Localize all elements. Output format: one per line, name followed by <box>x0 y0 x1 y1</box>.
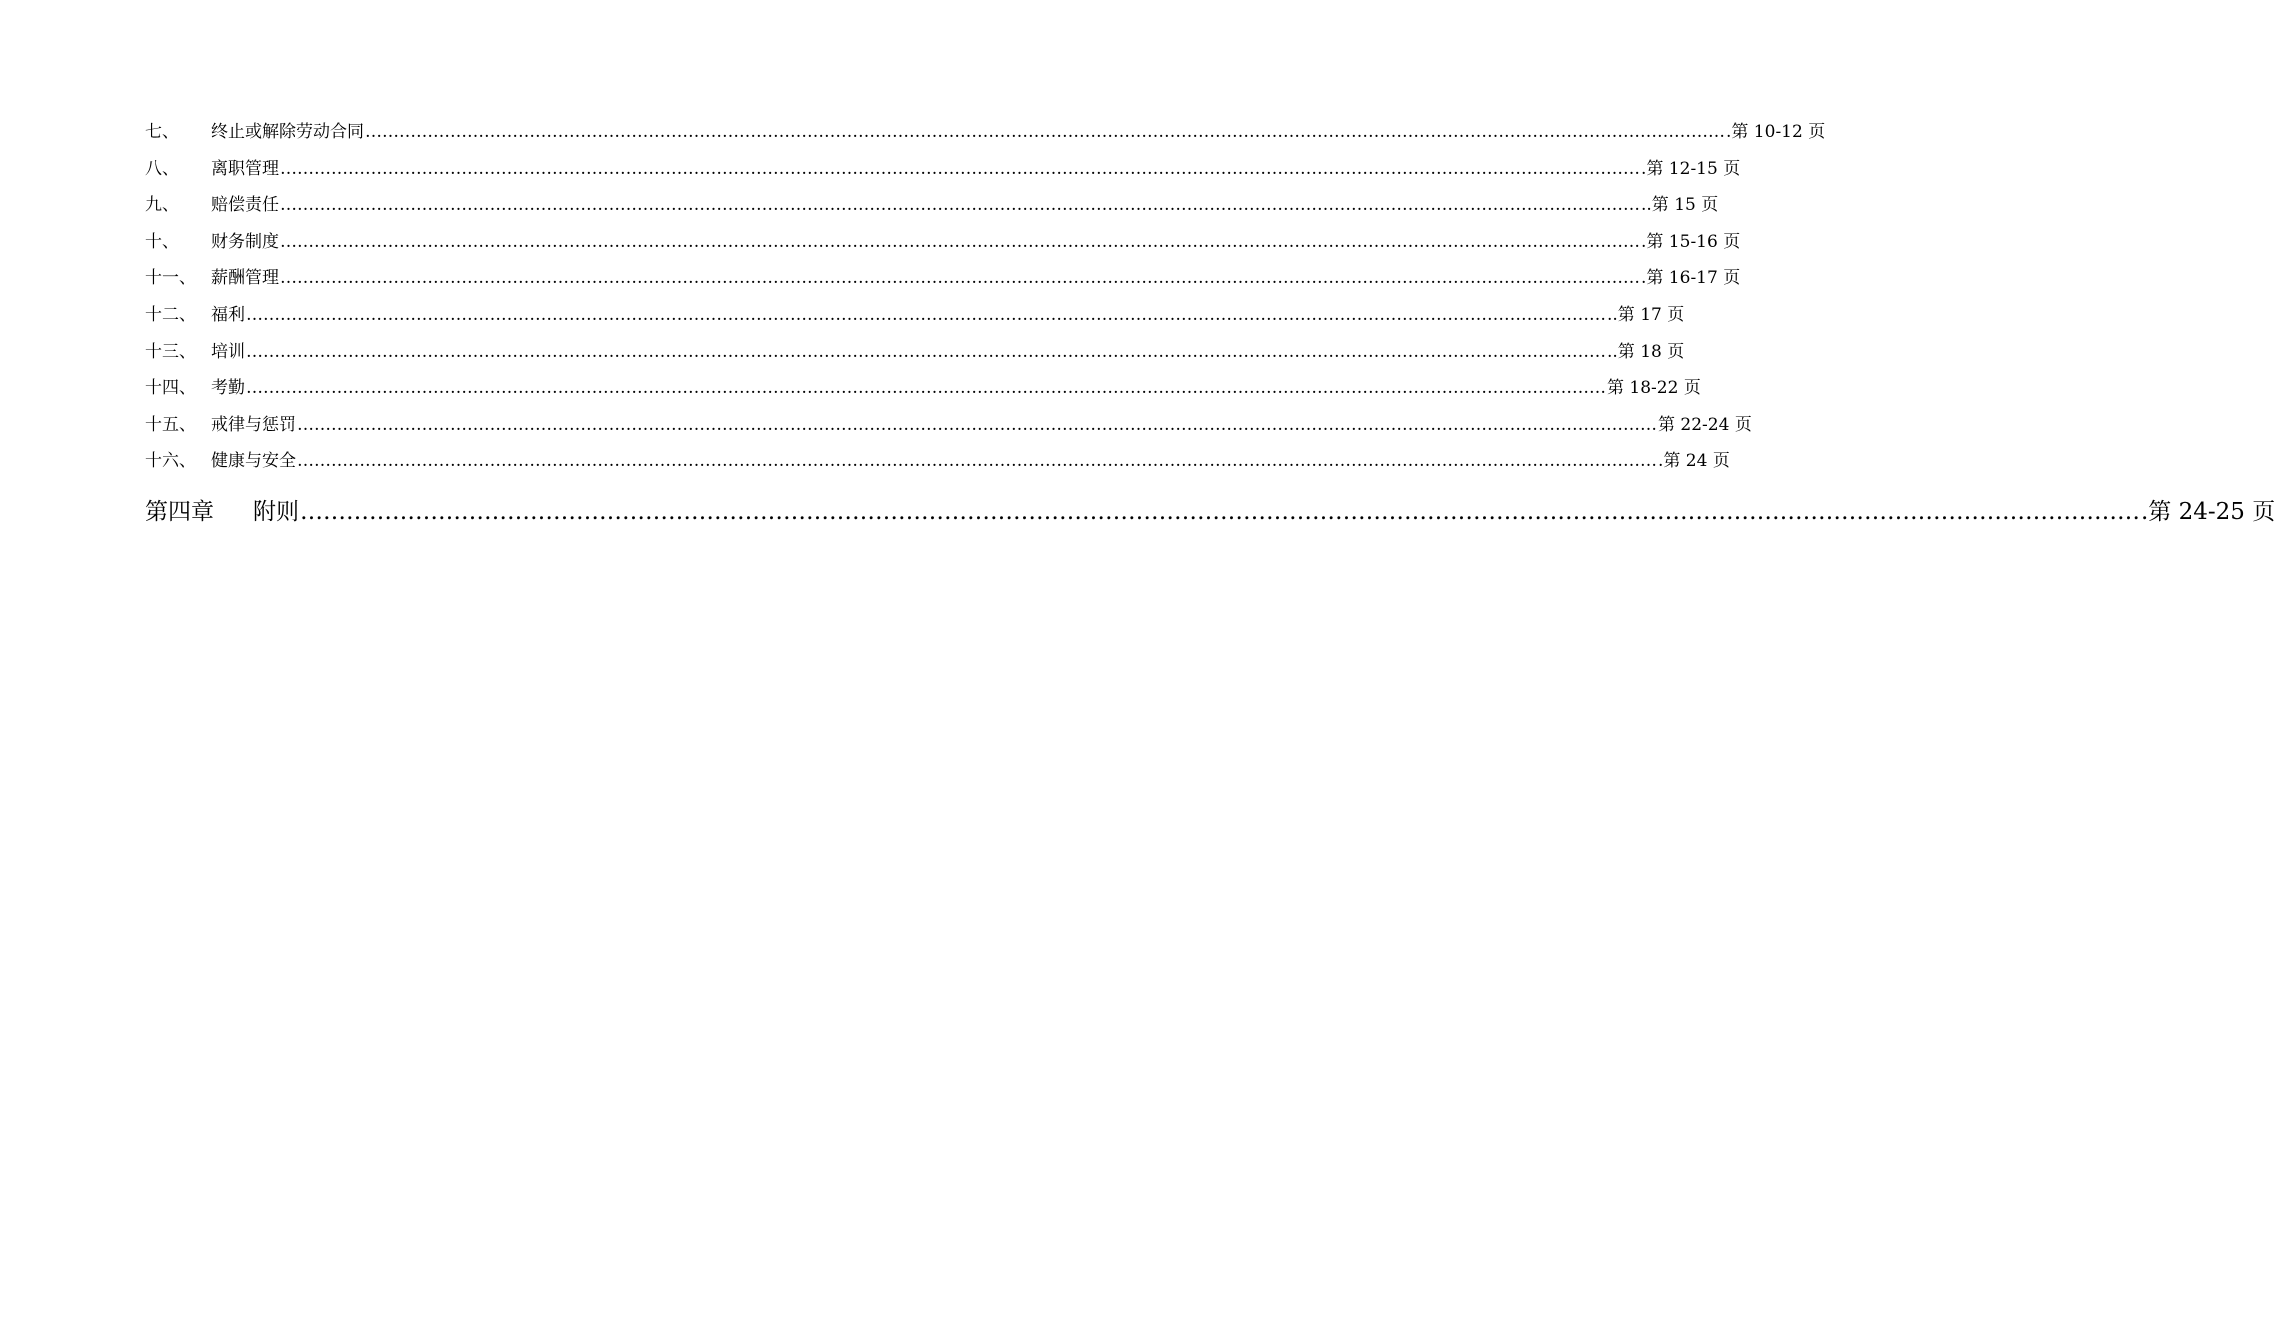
dot-leader: …………………………………………………………………………………………………………………………………………………………………………………………………………………… <box>297 451 1657 472</box>
toc-entry-title: 离职管理 <box>211 158 279 179</box>
toc-entry-title: 健康与安全 <box>211 451 296 472</box>
toc-entry-page: .第 16-17 页 <box>1641 268 1741 289</box>
toc-entry-13 <box>145 334 1685 371</box>
dot-leader: …………………………………………………………………………………………………………………………………………………………………………………………………………………… <box>246 341 1606 362</box>
toc-entry-number: 九、 <box>145 195 179 216</box>
toc-entry-page: .第 12-15 页 <box>1641 158 1741 179</box>
toc-entry-title: 赔偿责任 <box>211 195 279 216</box>
toc-chapter-page: .第 24-25 页 <box>2141 498 2275 525</box>
toc-entry-title: 考勤 <box>211 378 245 399</box>
toc-chapter-4 <box>145 492 2275 532</box>
toc-entry-11 <box>145 260 1741 297</box>
dot-leader: …………………………………………………………………………………………………………………………………………………………………………………………………………………… <box>280 268 1640 289</box>
toc-entry-number: 十一、 <box>145 268 196 289</box>
toc-chapter-number: 第四章 <box>145 498 214 525</box>
toc-entry-9 <box>145 187 1719 224</box>
toc-chapter-title: 附则 <box>253 498 299 525</box>
toc-entry-page: ..第 15 页 <box>1641 195 1719 216</box>
toc-entry-number: 八、 <box>145 158 179 179</box>
toc-entry-12 <box>145 297 1685 334</box>
toc-entry-8 <box>145 151 1741 188</box>
toc-entry-10 <box>145 224 1741 261</box>
toc-entry-title: 戒律与惩罚 <box>211 414 296 435</box>
toc-entry-page: 第 22-24 页 <box>1658 414 1752 435</box>
toc-entry-number: 十六、 <box>145 451 196 472</box>
dot-leader: …………………………………………………………………………………………………………………………………………………………………………………………………………………… <box>300 498 2140 525</box>
toc-entry-page: .第 10-12 页 <box>1726 122 1826 142</box>
dot-leader: …………………………………………………………………………………………………………………………………………………………………………………………………………………… <box>246 304 1606 325</box>
toc-entry-14 <box>145 370 1701 407</box>
toc-entry-title: 培训 <box>211 341 245 362</box>
toc-entry-number: 十二、 <box>145 304 196 325</box>
dot-leader: …………………………………………………………………………………………………………………………………………………………………………………………………………………… <box>280 231 1640 252</box>
toc-entry-title: 财务制度 <box>211 231 279 252</box>
toc-entry-7 <box>145 114 1826 151</box>
toc-entry-16 <box>145 443 1730 480</box>
toc-entry-page: 第 18-22 页 <box>1607 378 1701 399</box>
toc-entry-number: 十三、 <box>145 341 196 362</box>
dot-leader: …………………………………………………………………………………………………………………………………………………………………………………………………………………… <box>365 122 1725 142</box>
toc-entry-page: .第 24 页 <box>1658 451 1730 472</box>
toc-entry-page: ..第 18 页 <box>1607 341 1685 362</box>
toc-entry-15 <box>145 407 1752 444</box>
toc-entry-title: 终止或解除劳动合同 <box>211 122 364 142</box>
toc-entry-number: 十五、 <box>145 414 196 435</box>
dot-leader: …………………………………………………………………………………………………………………………………………………………………………………………………………………… <box>297 414 1657 435</box>
toc-entry-title: 薪酬管理 <box>211 268 279 289</box>
toc-entry-page: .第 15-16 页 <box>1641 231 1741 252</box>
toc-entry-number: 十、 <box>145 231 179 252</box>
toc-entry-page: ..第 17 页 <box>1607 304 1685 325</box>
dot-leader: …………………………………………………………………………………………………………………………………………………………………………………………………………………… <box>280 158 1640 179</box>
dot-leader: …………………………………………………………………………………………………………………………………………………………………………………………………………………… <box>246 378 1606 399</box>
table-of-contents <box>145 114 2275 532</box>
toc-entry-number: 十四、 <box>145 378 196 399</box>
toc-entry-title: 福利 <box>211 304 245 325</box>
toc-entry-number: 七、 <box>145 122 179 142</box>
dot-leader: …………………………………………………………………………………………………………………………………………………………………………………………………………………… <box>280 195 1640 216</box>
